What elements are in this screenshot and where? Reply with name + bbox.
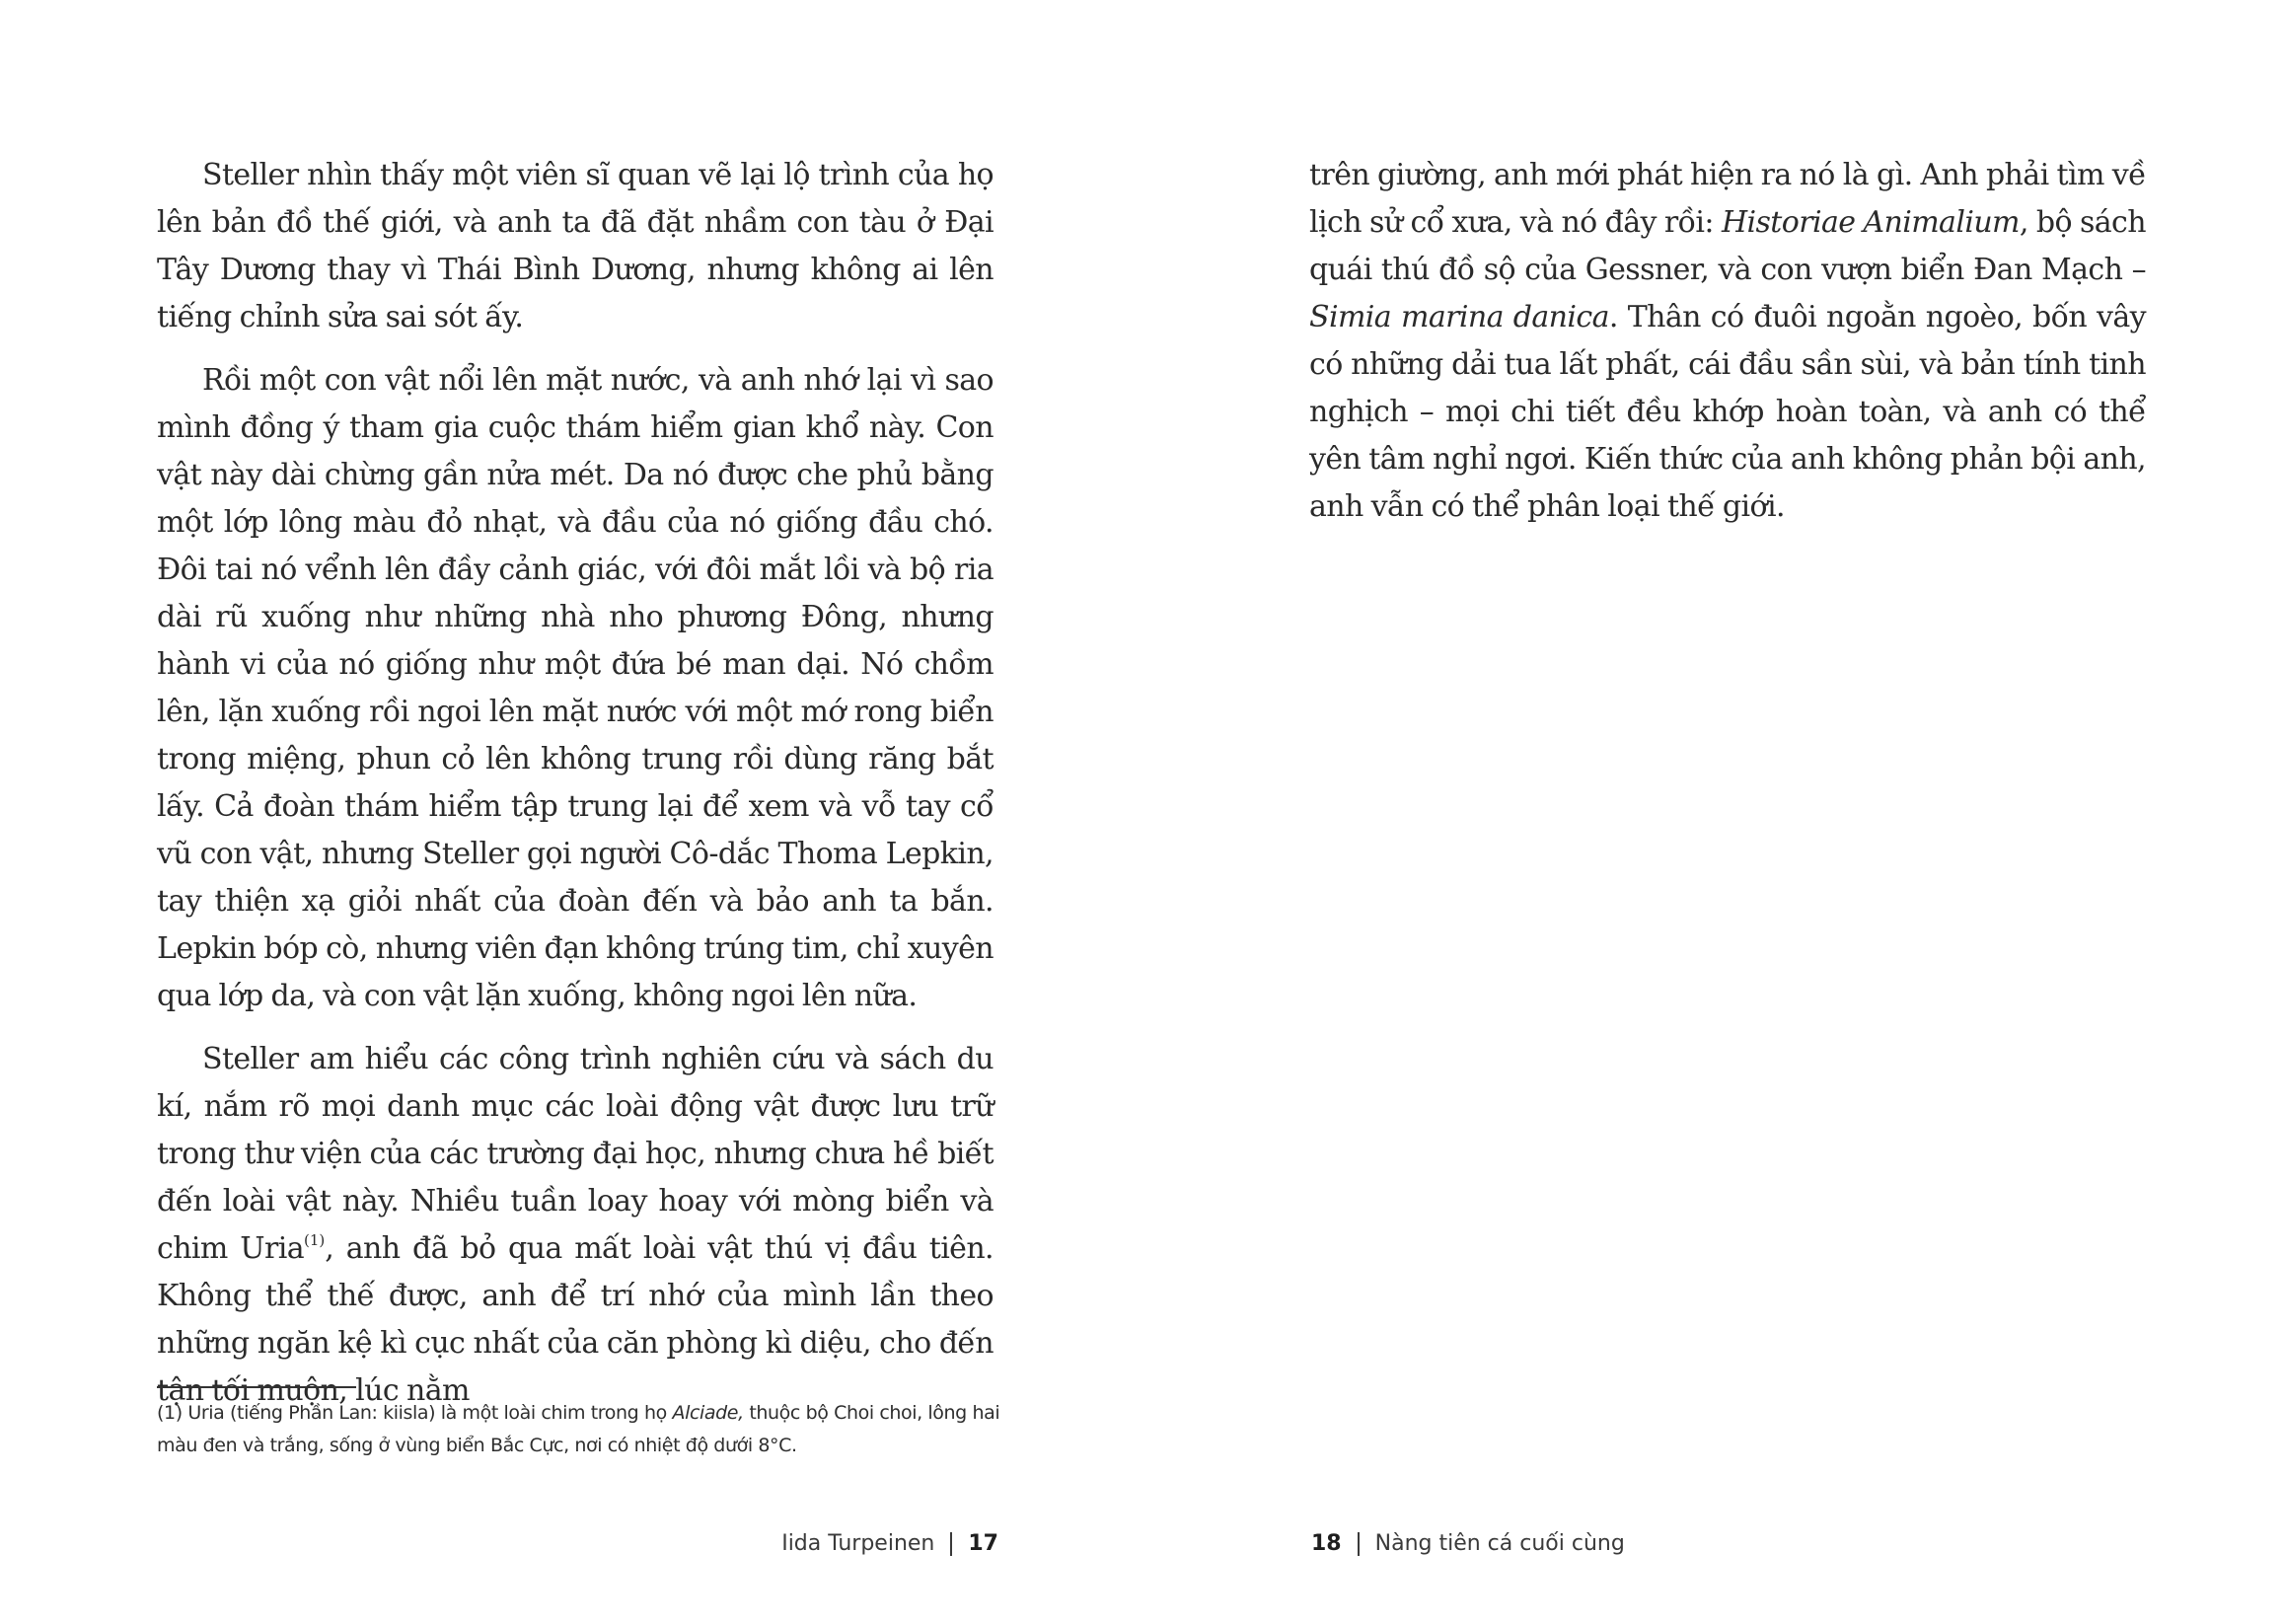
footnote bbox=[157, 1397, 1005, 1462]
paragraph-text: Steller am hiểu các công trình nghiên cứu và sách du kí, nắm rõ mọi danh mục các loài động vật được lưu trữ trong thư viện của các trường đại học, nhưng chưa hề biết đến loài vật này. Nhiều tuần loay hoay với mòng biển và chim Uria bbox=[157, 1042, 994, 1266]
right-page-body bbox=[1309, 152, 2146, 547]
footnote-text: thuộc bộ Choi choi, lông hai màu đen và trắng, sống ở vùng biển Bắc Cực, nơi có nhiệt độ dưới 8°C. bbox=[157, 1402, 1000, 1456]
book-title: Nàng tiên cá cuối cùng bbox=[1374, 1531, 1625, 1556]
paragraph: Rồi một con vật nổi lên mặt nước, và anh nhớ lại vì sao mình đồng ý tham gia cuộc thám hiểm gian khổ này. Con vật này dài chừng gần nửa mét. Da nó được che phủ bằng một lớp lông màu đỏ nhạt, và đầu của nó giống đầu chó. Đôi tai nó vểnh lên đầy cảnh giác, với đôi mắt lồi và bộ ria dài rũ xuống như những nhà nho phương Đông, nhưng hành vi của nó giống như một đứa bé man dại. Nó chồm lên, lặn xuống rồi ngoi lên mặt nước với một mớ rong biển trong miệng, phun cỏ lên không trung rồi dùng răng bắt lấy. Cả đoàn thám hiểm tập trung lại để xem và vỗ tay cổ vũ con vật, nhưng Steller gọi người Cô-dắc Thoma Lepkin, tay thiện xạ giỏi nhất của đoàn đến và bảo anh ta bắn. Lepkin bóp cò, nhưng viên đạn không trúng tim, chỉ xuyên qua lớp da, và con vật lặn xuống, không ngoi lên nữa. bbox=[157, 363, 994, 1013]
folio-separator bbox=[1358, 1532, 1360, 1556]
footnote-italic-term: Alciade, bbox=[672, 1402, 744, 1424]
page-number: 18 bbox=[1311, 1531, 1342, 1556]
right-page bbox=[1142, 0, 2284, 1624]
left-page-body bbox=[157, 152, 994, 1431]
italic-species-name: Simia marina danica bbox=[1309, 300, 1609, 334]
paragraph bbox=[1309, 152, 2146, 531]
running-footer-right bbox=[1311, 1529, 1625, 1559]
paragraph-text: . Thân có đuôi ngoằn ngoèo, bốn vây có những dải tua lất phất, cái đầu sần sùi, và bản tính tinh nghịch – mọi chi tiết đều khớp hoàn toàn, và anh có thể yên tâm nghỉ ngơi. Kiến thức của anh không phản bội anh, anh vẫn có thể phân loại thế giới. bbox=[1309, 300, 2146, 524]
footnote-divider bbox=[157, 1386, 356, 1388]
paragraph-text: , bộ sách quái thú đồ sộ của Gessner, và con vượn biển Đan Mạch – bbox=[1309, 205, 2146, 287]
paragraph-with-footnote-ref bbox=[157, 1036, 994, 1415]
italic-title: Historiae Animalium bbox=[1721, 205, 2020, 240]
footnote-text: (1) Uria (tiếng Phần Lan: kiisla) là một loài chim trong họ bbox=[157, 1402, 673, 1424]
footnote-reference[interactable]: (1) bbox=[304, 1231, 326, 1249]
paragraph: Steller nhìn thấy một viên sĩ quan vẽ lại lộ trình của họ lên bản đồ thế giới, và anh ta đã đặt nhầm con tàu ở Đại Tây Dương thay vì Thái Bình Dương, nhưng không ai lên tiếng chỉnh sửa sai sót ấy. bbox=[157, 158, 994, 334]
author-name: Iida Turpeinen bbox=[781, 1531, 935, 1556]
running-footer-left bbox=[781, 1529, 998, 1559]
paragraph-text: trên giường, anh mới phát hiện ra nó là gì. Anh phải tìm về lịch sử cổ xưa, và nó đây rồi: bbox=[1309, 158, 2146, 240]
page-number: 17 bbox=[968, 1531, 998, 1556]
paragraph-text: , anh đã bỏ qua mất loài vật thú vị đầu tiên. Không thể thế được, anh để trí nhớ của mình lần theo những ngăn kệ kì cục nhất của căn phòng kì diệu, cho đến tận tối muộn, lúc nằm bbox=[157, 1231, 994, 1408]
folio-separator bbox=[950, 1532, 952, 1556]
